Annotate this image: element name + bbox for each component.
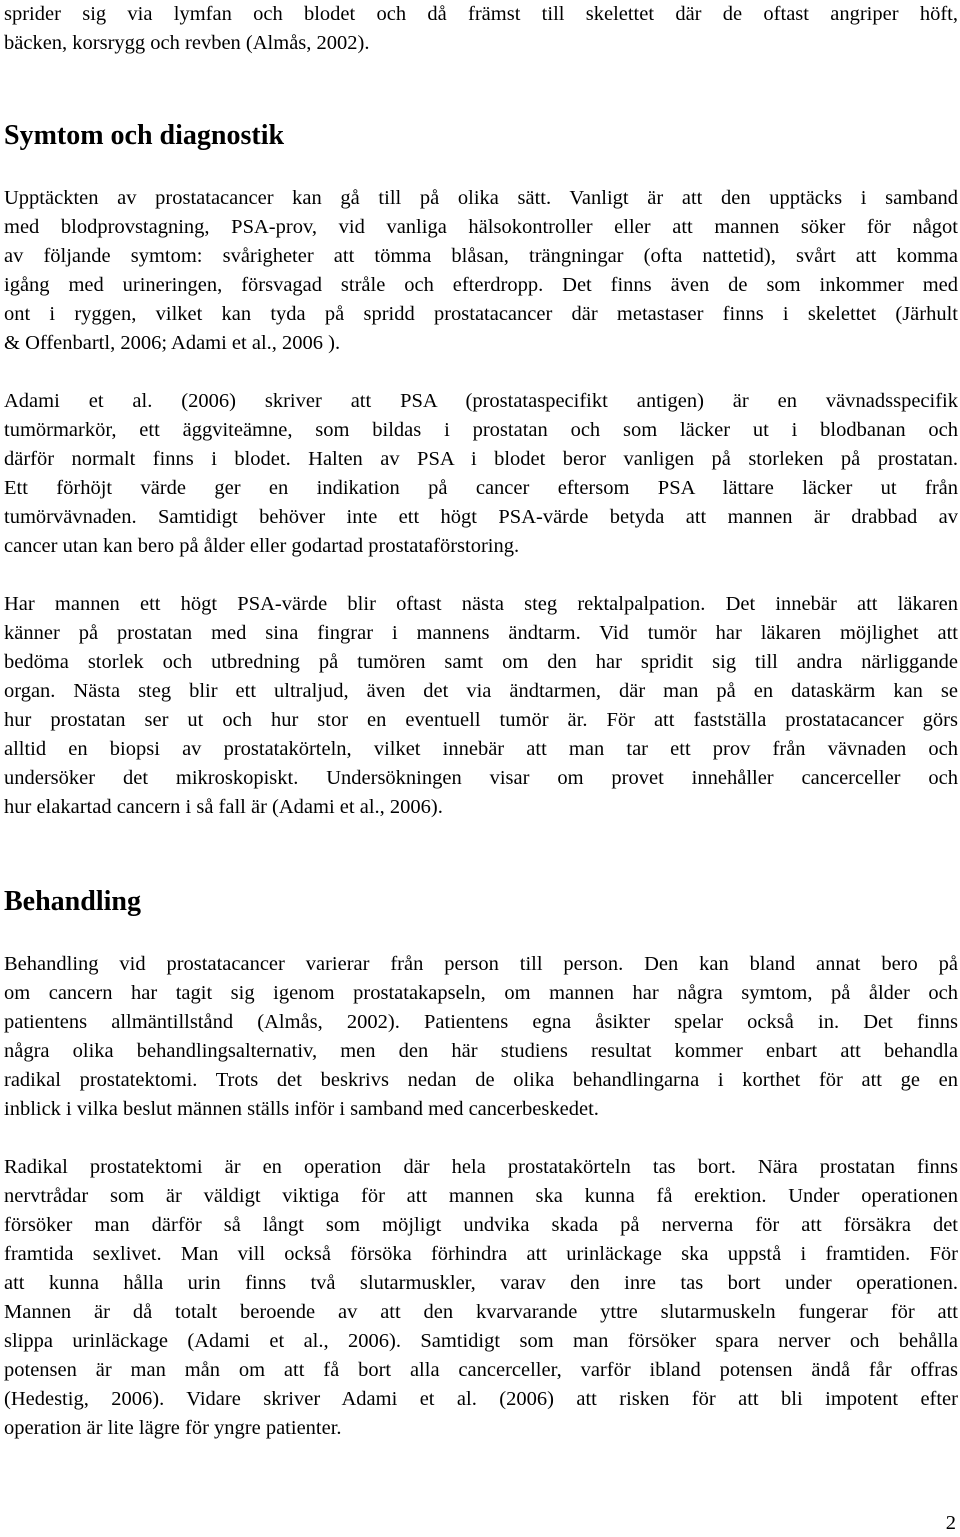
paragraph-line: alltid en biopsi av prostatakörteln, vilket innebär att man tar ett prov från vävnaden och — [4, 738, 958, 760]
section-heading-symtom: Symtom och diagnostik — [4, 120, 285, 151]
paragraph-line: Har mannen ett högt PSA-värde blir oftast nästa steg rektalpalpation. Det innebär att läkaren — [4, 593, 958, 615]
paragraph-line: igång med urineringen, försvagad stråle och efterdropp. Det finns även de som inkommer med — [4, 274, 958, 296]
paragraph-line: hur prostatan ser ut och hur stor en eventuell tumör är. För att fastställa prostatacancer görs — [4, 709, 958, 731]
paragraph-line: Radikal prostatektomi är en operation där hela prostatakörteln tas bort. Nära prostatan finns — [4, 1156, 958, 1178]
page-number: 2 — [945, 1512, 956, 1534]
paragraph-line: några olika behandlingsalternativ, men den här studiens resultat kommer enbart att behandla — [4, 1040, 958, 1062]
paragraph-line: radikal prostatektomi. Trots det beskrivs nedan de olika behandlingarna i korthet för att ge en — [4, 1069, 958, 1091]
paragraph-line: (Hedestig, 2006). Vidare skriver Adami et al. (2006) att risken för att bli impotent efter — [4, 1388, 958, 1410]
intro-line: sprider sig via lymfan och blodet och då främst till skelettet där de oftast angriper höft, — [4, 3, 958, 25]
paragraph-line: organ. Nästa steg blir ett ultraljud, även det via ändtarmen, där man på en dataskärm kan se — [4, 680, 958, 702]
paragraph-line: med blodprovstagning, PSA-prov, vid vanliga hälsokontroller eller att mannen söker för något — [4, 216, 958, 238]
paragraph-line: slippa urinläckage (Adami et al., 2006). Samtidigt som man försöker spara nerver och behålla — [4, 1330, 958, 1352]
paragraph-line: hur elakartad cancern i så fall är (Adami et al., 2006). — [4, 796, 443, 818]
paragraph-line: ont i ryggen, vilket kan tyda på spridd prostatacancer där metastaser finns i skelettet (Järhult — [4, 303, 958, 325]
paragraph-line: & Offenbartl, 2006; Adami et al., 2006 ). — [4, 332, 341, 354]
paragraph-line: operation är lite lägre för yngre patienter. — [4, 1417, 342, 1439]
paragraph-line: Behandling vid prostatacancer varierar från person till person. Den kan bland annat bero på — [4, 953, 958, 975]
paragraph-line: försöker man därför så långt som möjligt undvika skada på nerverna för att försäkra det — [4, 1214, 958, 1236]
paragraph-line: att kunna hålla urin finns två slutarmuskler, varav den inre tas bort under operationen. — [4, 1272, 958, 1294]
paragraph-line: tumörvävnaden. Samtidigt behöver inte ett högt PSA-värde betyda att mannen är drabbad av — [4, 506, 958, 528]
paragraph-line: tumörmarkör, ett äggviteämne, som bildas i prostatan och som läcker ut i blodbanan och — [4, 419, 958, 441]
paragraph-line: cancer utan kan bero på ålder eller godartad prostataförstoring. — [4, 535, 520, 557]
paragraph-line: inblick i vilka beslut männen ställs inför i samband med cancerbeskedet. — [4, 1098, 599, 1120]
paragraph-line: Upptäckten av prostatacancer kan gå till på olika sätt. Vanligt är att den upptäcks i samband — [4, 187, 958, 209]
section-heading-behandling: Behandling — [4, 886, 141, 917]
paragraph-line: bedöma storlek och utbredning på tumören samt om den har spridit sig till andra närliggande — [4, 651, 958, 673]
paragraph-line: därför normalt finns i blodet. Halten av PSA i blodet beror vanligen på storleken på prostatan. — [4, 448, 958, 470]
paragraph-line: känner på prostatan med sina fingrar i mannens ändtarm. Vid tumör har läkaren möjlighet att — [4, 622, 958, 644]
paragraph-line: potensen är man mån om att få bort alla cancerceller, varför ibland potensen ändå får offras — [4, 1359, 958, 1381]
paragraph-line: av följande symtom: svårigheter att tömma blåsan, trängningar (ofta nattetid), svårt att komma — [4, 245, 958, 267]
paragraph-line: patientens allmäntillstånd (Almås, 2002). Patientens egna åsikter spelar också in. Det finns — [4, 1011, 958, 1033]
paragraph-line: Mannen är då totalt beroende av att den kvarvarande yttre slutarmuskeln fungerar för att — [4, 1301, 958, 1323]
paragraph-line: framtida sexlivet. Man vill också försöka förhindra att urinläckage ska uppstå i framtiden. För — [4, 1243, 958, 1265]
paragraph-line: Ett förhöjt värde ger en indikation på cancer eftersom PSA lättare läcker ut från — [4, 477, 958, 499]
paragraph-line: nervtrådar som är väldigt viktiga för att mannen ska kunna få erektion. Under operationen — [4, 1185, 958, 1207]
paragraph-line: undersöker det mikroskopiskt. Undersökningen visar om provet innehåller cancerceller och — [4, 767, 958, 789]
paragraph-line: Adami et al. (2006) skriver att PSA (prostataspecifikt antigen) är en vävnadsspecifik — [4, 390, 958, 412]
paragraph-line: om cancern har tagit sig igenom prostatakapseln, om mannen har några symtom, på ålder och — [4, 982, 958, 1004]
intro-line: bäcken, korsrygg och revben (Almås, 2002). — [4, 32, 370, 54]
